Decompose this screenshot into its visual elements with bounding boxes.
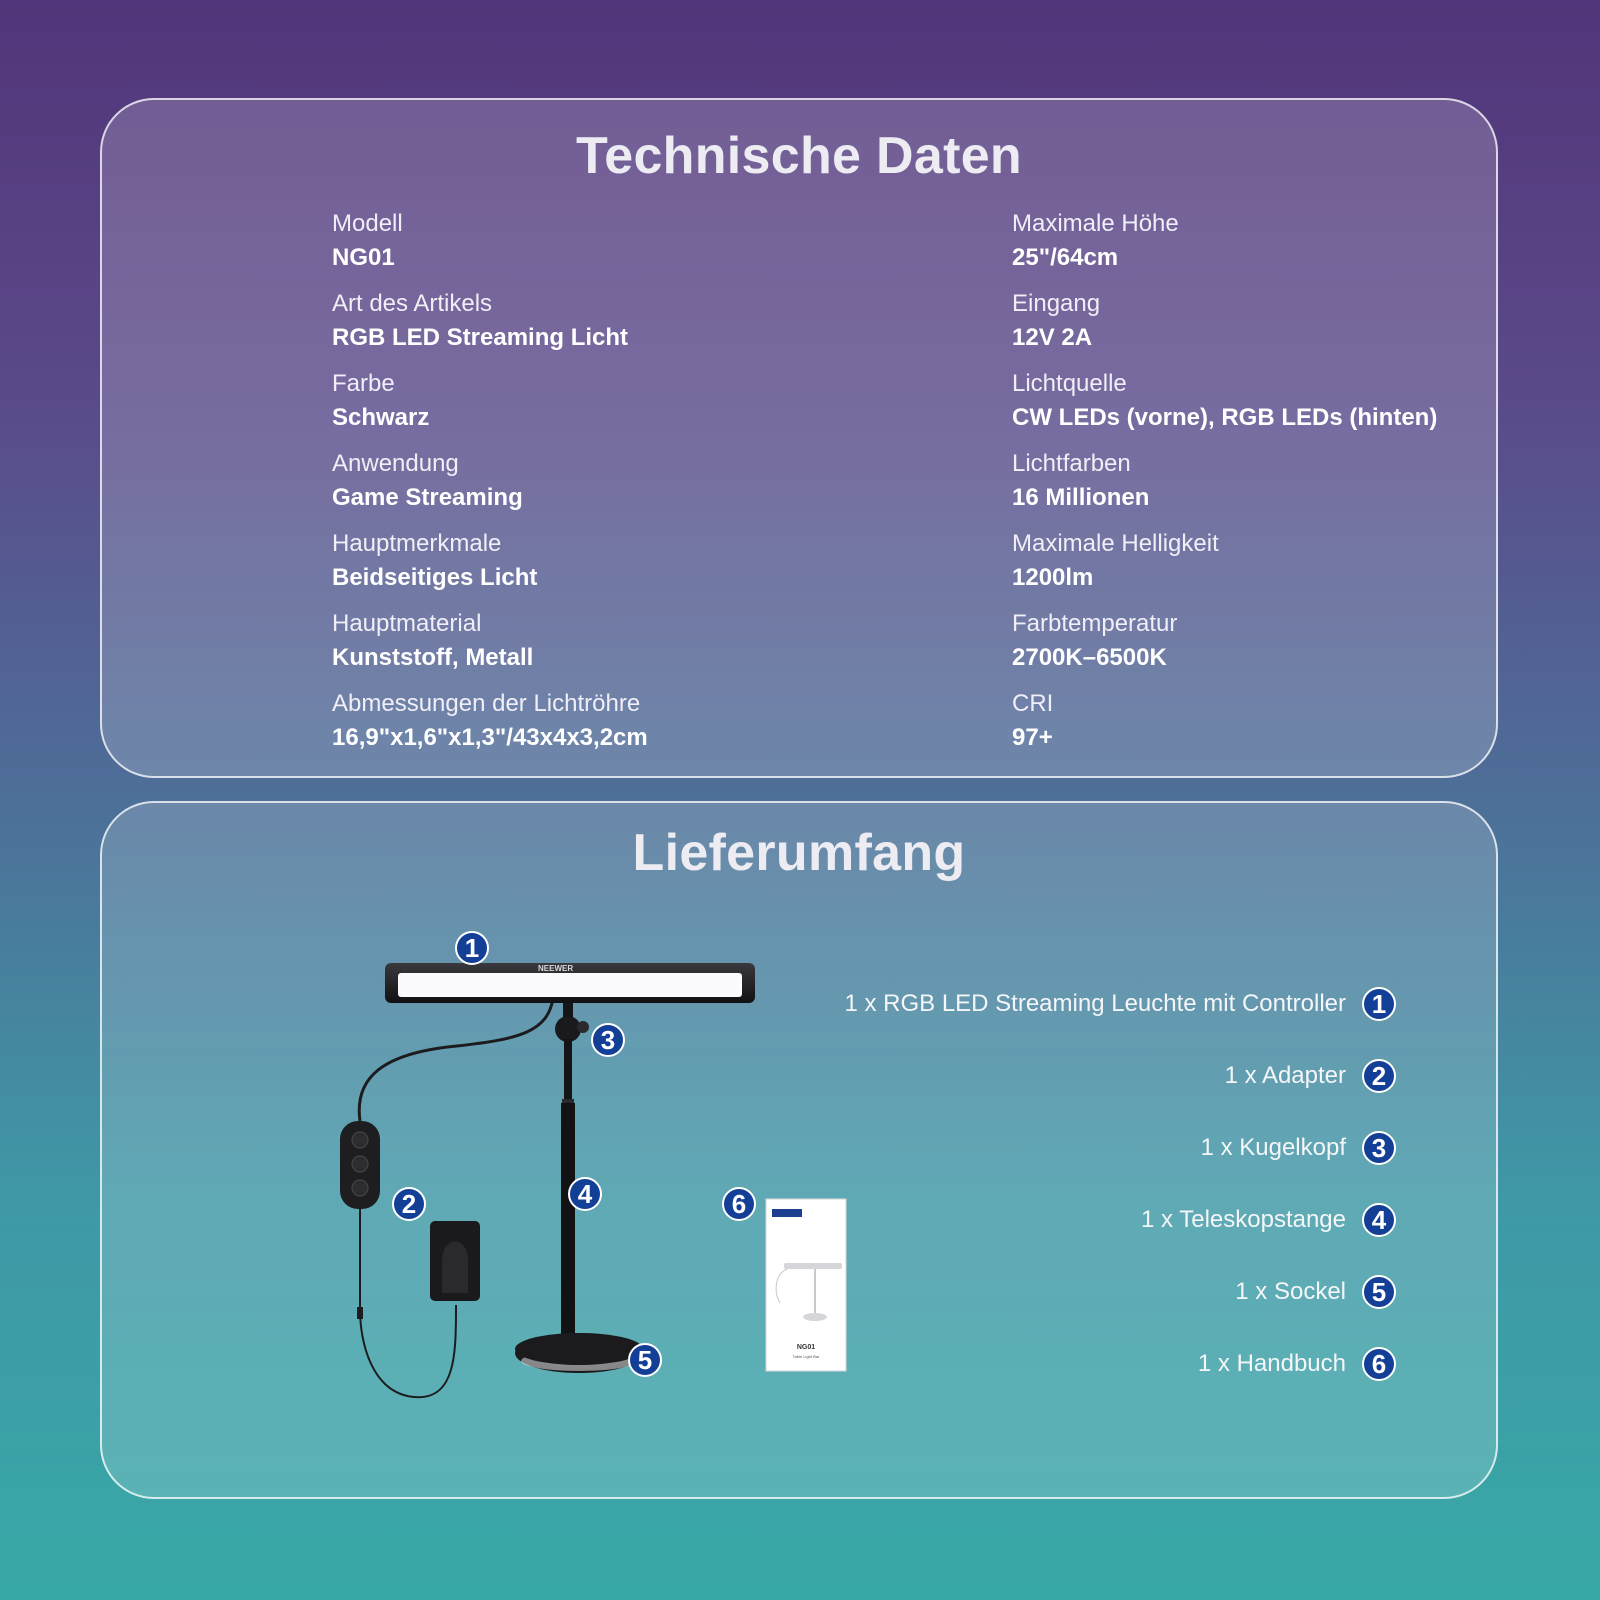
spec-value: RGB LED Streaming Licht <box>332 324 629 351</box>
spec-item-brightness <box>1012 528 1472 608</box>
spec-value: 97+ <box>1012 724 1053 751</box>
list-item-text: 1 x Kugelkopf <box>1200 1134 1346 1161</box>
spec-label: Maximale Helligkeit <box>1012 530 1219 557</box>
list-item-text: 1 x Sockel <box>1235 1278 1346 1305</box>
number-badge: 3 <box>1362 1131 1396 1165</box>
spec-value: Beidseitiges Licht <box>332 564 538 591</box>
spec-label: Farbtemperatur <box>1012 610 1178 637</box>
number-badge: 5 <box>1362 1275 1396 1309</box>
specs-card <box>100 98 1498 778</box>
marker-3-badge: 3 <box>591 1023 625 1057</box>
spec-label: Farbe <box>332 370 395 397</box>
manual-model: NG01 <box>796 1344 816 1351</box>
spec-value: 2700K–6500K <box>1012 644 1167 671</box>
spec-label: Hauptmaterial <box>332 610 482 637</box>
remote-controller <box>340 1121 380 1209</box>
number-badge: 6 <box>1362 1347 1396 1381</box>
spec-item-light-source <box>1012 368 1472 448</box>
spec-item-material <box>332 608 932 688</box>
ball-head <box>555 1016 581 1042</box>
spec-label: Lichtfarben <box>1012 450 1131 477</box>
spec-label: Lichtquelle <box>1012 370 1127 397</box>
spec-label: Anwendung <box>332 450 459 477</box>
marker-1-badge: 1 <box>455 931 489 965</box>
specs-title: Technische Daten <box>576 127 1022 185</box>
marker-6-badge: 6 <box>722 1187 756 1221</box>
list-item <box>676 1256 1396 1328</box>
list-item <box>676 1328 1396 1400</box>
spec-value: 1200lm <box>1012 564 1094 591</box>
spec-label: Maximale Höhe <box>1012 210 1179 237</box>
list-item-text: 1 x Adapter <box>1224 1062 1346 1089</box>
spec-label: Abmessungen der Lichtröhre <box>332 690 641 717</box>
spec-label: Hauptmerkmale <box>332 530 502 557</box>
spec-label: Eingang <box>1012 290 1101 317</box>
spec-value: 25"/64cm <box>1012 244 1119 271</box>
power-cable <box>359 999 553 1121</box>
spec-label: Modell <box>332 210 403 237</box>
spec-item-cri <box>1012 688 1472 768</box>
spec-item-model <box>332 208 932 288</box>
spec-value: Schwarz <box>332 404 430 431</box>
spec-label: CRI <box>1012 690 1054 717</box>
spec-value: 16 Millionen <box>1012 484 1150 511</box>
power-adapter <box>430 1221 480 1301</box>
specs-right-column <box>1012 208 1472 768</box>
telescopic-pole-upper <box>564 1039 572 1099</box>
list-item <box>676 1040 1396 1112</box>
spec-item-input <box>1012 288 1472 368</box>
list-item <box>676 1112 1396 1184</box>
specs-left-column <box>332 208 932 768</box>
spec-item-max-height <box>1012 208 1472 288</box>
manual-subtitle: Table Light Bar <box>792 1354 820 1359</box>
spec-item-type <box>332 288 932 368</box>
spec-value: 16,9"x1,6"x1,3"/43x4x3,2cm <box>332 724 648 751</box>
package-contents-title: Lieferumfang <box>632 824 966 882</box>
spec-value: Game Streaming <box>332 484 523 511</box>
marker-4-badge: 4 <box>568 1177 602 1211</box>
package-contents-list <box>676 968 1396 1400</box>
spec-item-color-temperature <box>1012 608 1472 688</box>
spec-item-dimensions <box>332 688 932 768</box>
marker-5-badge: 5 <box>628 1343 662 1377</box>
package-contents-card <box>100 801 1498 1499</box>
list-item-text: 1 x RGB LED Streaming Leuchte mit Controller <box>844 990 1346 1017</box>
spec-item-application <box>332 448 932 528</box>
telescopic-pole-lower <box>561 1103 575 1343</box>
number-badge: 2 <box>1362 1059 1396 1093</box>
spec-item-light-colors <box>1012 448 1472 528</box>
list-item <box>676 1184 1396 1256</box>
spec-label: Art des Artikels <box>332 290 493 317</box>
number-badge: 1 <box>1362 987 1396 1021</box>
list-item <box>676 968 1396 1040</box>
spec-value: CW LEDs (vorne), RGB LEDs (hinten) <box>1012 404 1438 431</box>
light-bar-logo: NEEWER <box>538 964 574 973</box>
list-item-text: 1 x Teleskopstange <box>1140 1206 1346 1233</box>
marker-2-badge: 2 <box>392 1187 426 1221</box>
spec-value: Kunststoff, Metall <box>332 644 534 671</box>
spec-item-features <box>332 528 932 608</box>
spec-value: 12V 2A <box>1012 324 1093 351</box>
spec-value: NG01 <box>332 244 395 271</box>
number-badge: 4 <box>1362 1203 1396 1237</box>
list-item-text: 1 x Handbuch <box>1197 1350 1346 1377</box>
spec-item-color <box>332 368 932 448</box>
